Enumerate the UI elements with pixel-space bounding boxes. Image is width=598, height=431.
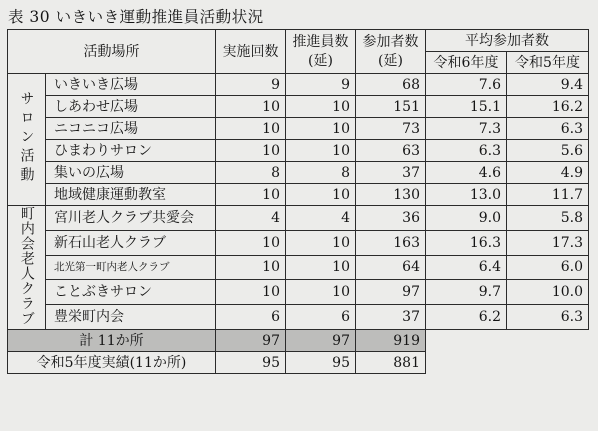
cell-promoters: 6 (286, 305, 356, 330)
cell-count: 10 (216, 255, 286, 280)
cell-participants: 919 (356, 330, 426, 352)
group-salon (8, 74, 46, 206)
header-r5: 令和5年度 (507, 52, 589, 74)
cell-avg-r5: 5.6 (507, 140, 589, 162)
group-club (8, 206, 46, 330)
cell-avg-r5: 16.2 (507, 96, 589, 118)
cell-count: 10 (216, 230, 286, 255)
cell-place: ひまわりサロン (46, 140, 216, 162)
cell-place: しあわせ広場 (46, 96, 216, 118)
cell-participants: 130 (356, 184, 426, 206)
cell-count: 10 (216, 118, 286, 140)
header-place: 活動場所 (8, 30, 216, 74)
table-row (8, 118, 589, 140)
cell-place: 豊栄町内会 (46, 305, 216, 330)
cell-avg-r5: 6.3 (507, 305, 589, 330)
header-promoters (286, 30, 356, 74)
table-row (8, 230, 589, 255)
header-participants-line1: 参加者数 (362, 34, 419, 50)
cell-promoters: 95 (286, 352, 356, 374)
cell-place: いきいき広場 (46, 74, 216, 96)
cell-participants: 881 (356, 352, 426, 374)
cell-avg-r6: 7.3 (426, 118, 507, 140)
cell-participants: 68 (356, 74, 426, 96)
table-row (8, 162, 589, 184)
cell-avg-r5: 6.0 (507, 255, 589, 280)
cell-avg-r6: 6.2 (426, 305, 507, 330)
cell-avg-r6: 16.3 (426, 230, 507, 255)
header-row-1 (8, 30, 589, 52)
table-title: 表 30 いきいき運動推進員活動状況 (8, 8, 264, 26)
cell-count: 6 (216, 305, 286, 330)
cell-blank (426, 330, 589, 352)
table-row (8, 184, 589, 206)
header-participants (356, 30, 426, 74)
group-label: サロン活動 (18, 90, 35, 186)
cell-count: 97 (216, 330, 286, 352)
cell-avg-r6: 13.0 (426, 184, 507, 206)
table-row (8, 140, 589, 162)
cell-count: 10 (216, 96, 286, 118)
cell-avg-r5: 4.9 (507, 162, 589, 184)
header-average: 平均参加者数 (426, 30, 589, 52)
cell-place: 地域健康運動教室 (46, 184, 216, 206)
cell-label: 令和5年度実績(11か所) (8, 352, 216, 374)
cell-participants: 37 (356, 305, 426, 330)
total-row (8, 330, 589, 352)
cell-promoters: 10 (286, 96, 356, 118)
cell-place: ことぶきサロン (46, 280, 216, 305)
cell-promoters: 10 (286, 184, 356, 206)
header-promoters-line2: (延) (308, 53, 333, 69)
cell-place: 集いの広場 (46, 162, 216, 184)
cell-participants: 64 (356, 255, 426, 280)
cell-promoters: 9 (286, 74, 356, 96)
cell-place: 北光第一町内老人クラブ (46, 255, 216, 280)
cell-avg-r6: 4.6 (426, 162, 507, 184)
cell-avg-r6: 7.6 (426, 74, 507, 96)
cell-promoters: 4 (286, 206, 356, 231)
activity-table (7, 29, 589, 374)
cell-avg-r6: 15.1 (426, 96, 507, 118)
table-row (8, 255, 589, 280)
cell-label: 計 11か所 (8, 330, 216, 352)
table-row (8, 305, 589, 330)
table-row (8, 206, 589, 231)
cell-avg-r5: 6.3 (507, 118, 589, 140)
table-row (8, 280, 589, 305)
cell-promoters: 10 (286, 118, 356, 140)
cell-count: 10 (216, 184, 286, 206)
cell-participants: 37 (356, 162, 426, 184)
cell-blank (426, 352, 589, 374)
cell-avg-r5: 9.4 (507, 74, 589, 96)
cell-count: 10 (216, 280, 286, 305)
cell-avg-r6: 6.3 (426, 140, 507, 162)
cell-count: 95 (216, 352, 286, 374)
table-row (8, 74, 589, 96)
header-promoters-line1: 推進員数 (292, 34, 349, 50)
cell-avg-r6: 6.4 (426, 255, 507, 280)
cell-participants: 36 (356, 206, 426, 231)
cell-participants: 151 (356, 96, 426, 118)
cell-avg-r6: 9.7 (426, 280, 507, 305)
cell-count: 10 (216, 140, 286, 162)
cell-count: 9 (216, 74, 286, 96)
table-row (8, 96, 589, 118)
cell-place: 新石山老人クラブ (46, 230, 216, 255)
cell-avg-r5: 11.7 (507, 184, 589, 206)
header-participants-line2: (延) (378, 53, 403, 69)
cell-promoters: 10 (286, 230, 356, 255)
group-label: 町内会老人クラブ (18, 206, 35, 326)
cell-participants: 163 (356, 230, 426, 255)
cell-avg-r6: 9.0 (426, 206, 507, 231)
cell-participants: 63 (356, 140, 426, 162)
cell-promoters: 8 (286, 162, 356, 184)
cell-promoters: 10 (286, 140, 356, 162)
cell-place: 宮川老人クラブ共愛会 (46, 206, 216, 231)
cell-participants: 97 (356, 280, 426, 305)
cell-place: ニコニコ広場 (46, 118, 216, 140)
previous-row (8, 352, 589, 374)
header-count: 実施回数 (216, 30, 286, 74)
header-r6: 令和6年度 (426, 52, 507, 74)
cell-promoters: 10 (286, 255, 356, 280)
cell-avg-r5: 17.3 (507, 230, 589, 255)
cell-count: 4 (216, 206, 286, 231)
cell-avg-r5: 5.8 (507, 206, 589, 231)
cell-promoters: 97 (286, 330, 356, 352)
cell-avg-r5: 10.0 (507, 280, 589, 305)
cell-promoters: 10 (286, 280, 356, 305)
cell-participants: 73 (356, 118, 426, 140)
cell-count: 8 (216, 162, 286, 184)
